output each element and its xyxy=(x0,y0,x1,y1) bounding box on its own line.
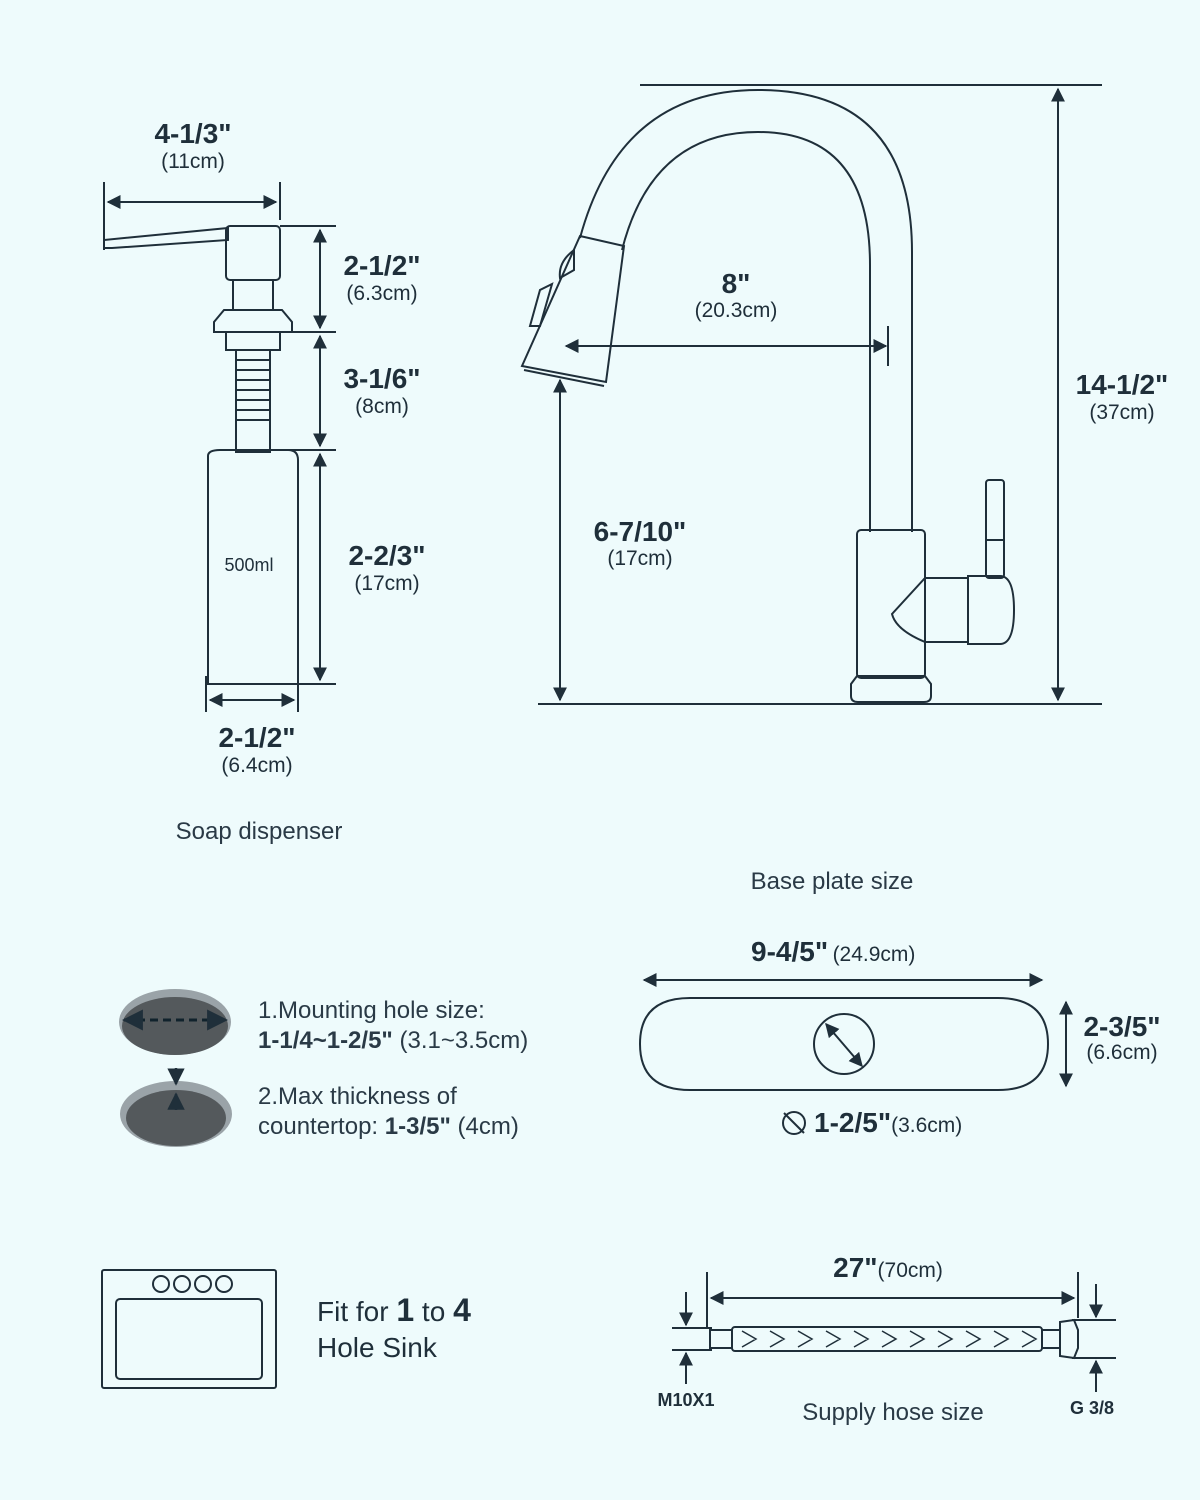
hose-caption: Supply hose size xyxy=(802,1399,984,1426)
mounting-hole-label: 1.Mounting hole size: xyxy=(258,997,485,1024)
supply-hose-drawing xyxy=(672,1272,1116,1392)
faucet-height-inch: 14-1/2" xyxy=(1075,369,1169,400)
base-plate-width-cm: (6.6cm) xyxy=(1086,1041,1158,1064)
mounting-hole-value: 1-1/4~1-2/5" (3.1~3.5cm) xyxy=(258,1027,529,1054)
sink-drawing xyxy=(102,1270,276,1388)
soap-width-cm: (11cm) xyxy=(161,150,225,173)
soap-bottle-inch: 2-2/3" xyxy=(348,540,426,571)
soap-base-inch: 2-1/2" xyxy=(218,722,296,753)
soap-base-cm: (6.4cm) xyxy=(221,754,293,777)
soap-dispenser-drawing xyxy=(104,182,336,712)
countertop-label: 2.Max thickness of xyxy=(258,1083,457,1110)
faucet-reach-cm: (20.3cm) xyxy=(694,299,778,322)
base-plate-caption: Base plate size xyxy=(750,868,914,895)
soap-width-inch: 4-1/3" xyxy=(154,118,232,149)
countertop-value: countertop: 1-3/5" (4cm) xyxy=(258,1113,519,1140)
sink-fit-line1: Fit for 1 to 4 xyxy=(317,1292,471,1328)
hose-left-thread: M10X1 xyxy=(657,1390,715,1410)
mounting-hole-icon xyxy=(119,989,231,1055)
faucet-drawing xyxy=(522,85,1102,704)
base-plate-width-inch: 2-3/5" xyxy=(1083,1011,1161,1042)
soap-head-inch: 2-1/2" xyxy=(343,250,421,281)
faucet-height-cm: (37cm) xyxy=(1089,401,1155,424)
sink-fit-line2: Hole Sink xyxy=(317,1332,437,1363)
soap-capacity: 500ml xyxy=(224,555,274,575)
base-plate-length: 9-4/5" (24.9cm) xyxy=(751,936,916,967)
faucet-reach-inch: 8" xyxy=(721,268,751,299)
soap-head-cm: (6.3cm) xyxy=(346,282,418,305)
hose-right-thread: G 3/8 xyxy=(1069,1398,1115,1418)
soap-caption: Soap dispenser xyxy=(175,818,343,845)
soap-shank-inch: 3-1/6" xyxy=(343,363,421,394)
soap-bottle-cm: (17cm) xyxy=(354,572,420,595)
faucet-spout-inch: 6-7/10" xyxy=(593,516,687,547)
hose-length: 27"(70cm) xyxy=(833,1252,943,1283)
base-plate-hole: 1-2/5"(3.6cm) xyxy=(814,1107,963,1138)
countertop-thickness-icon xyxy=(120,1068,232,1147)
soap-shank-cm: (8cm) xyxy=(355,395,409,418)
faucet-spout-cm: (17cm) xyxy=(607,547,673,570)
